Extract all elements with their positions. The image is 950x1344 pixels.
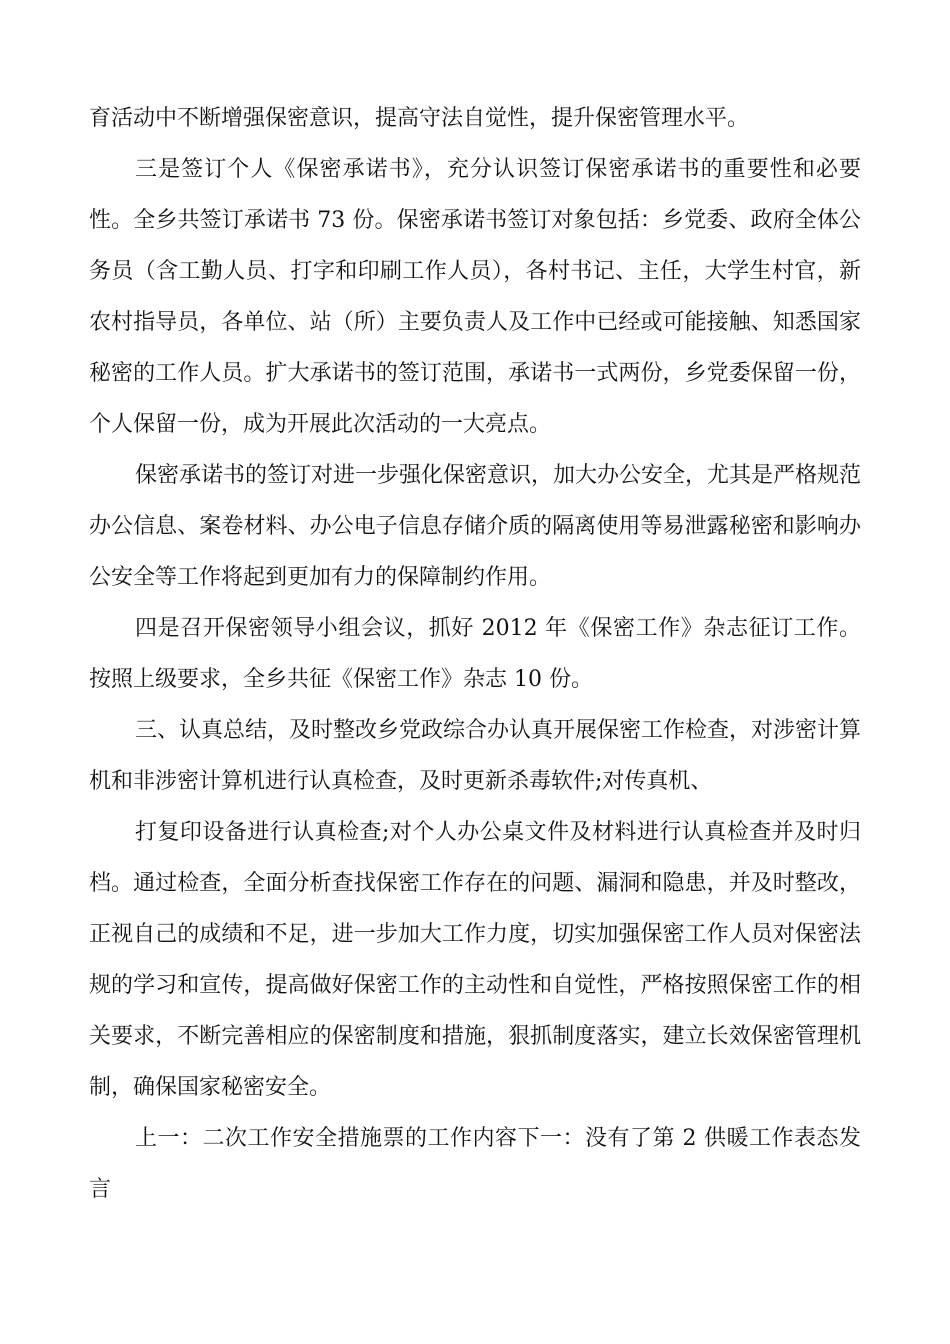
paragraph-leadership-meeting: 四是召开保密领导小组会议，抓好 2012 年《保密工作》杂志征订工作。按照上级要求，全乡共征《保密工作》杂志 10 份。 <box>89 616 861 692</box>
paragraph-inspection: 三、认真总结，及时整改乡党政综合办认真开展保密工作检查，对涉密计算机和非涉密计算机进行认真检查，及时更新杀毒软件;对传真机、 <box>89 718 862 794</box>
paragraph-commitment-effect: 保密承诺书的签订对进一步强化保密意识，加大办公安全，尤其是严格规范办公信息、案卷材料、办公电子信息存储介质的隔离使用等易泄露秘密和影响办公安全等工作将起到更加有力的保障制约作用。 <box>89 463 862 590</box>
paragraph-continuation: 育活动中不断增强保密意识，提高守法自觉性，提升保密管理水平。 <box>89 106 750 131</box>
prev-next-navigation: 上一：二次工作安全措施票的工作内容下一：没有了第 2 供暖工作表态发言 <box>89 1126 861 1202</box>
paragraph-commitment-letter: 三是签订个人《保密承诺书》，充分认识签订保密承诺书的重要性和必要性。全乡共签订承诺书 73 份。保密承诺书签订对象包括：乡党委、政府全体公务员（含工勤人员、打字和印刷工作人员），各村书记、主任，大学生村官，新农村指导员，各单位、站（所）主要负责人及工作中已经或可能接触、知悉国家秘密的工作人员。扩大承诺书的签订范围，承诺书一式两份，乡党委保留一份，个人保留一份，成为开展此次活动的一大亮点。 <box>89 157 861 437</box>
paragraph-inspection-continued: 打复印设备进行认真检查;对个人办公桌文件及材料进行认真检查并及时归档。通过检查，全面分析查找保密工作存在的问题、漏洞和隐患，并及时整改，正视自己的成绩和不足，进一步加大工作力度，切实加强保密工作人员对保密法规的学习和宣传，提高做好保密工作的主动性和自觉性，严格按照保密工作的相关要求，不断完善相应的保密制度和措施，狠抓制度落实，建立长效保密管理机制，确保国家秘密安全。 <box>89 820 861 1100</box>
document-body <box>89 93 861 1215</box>
